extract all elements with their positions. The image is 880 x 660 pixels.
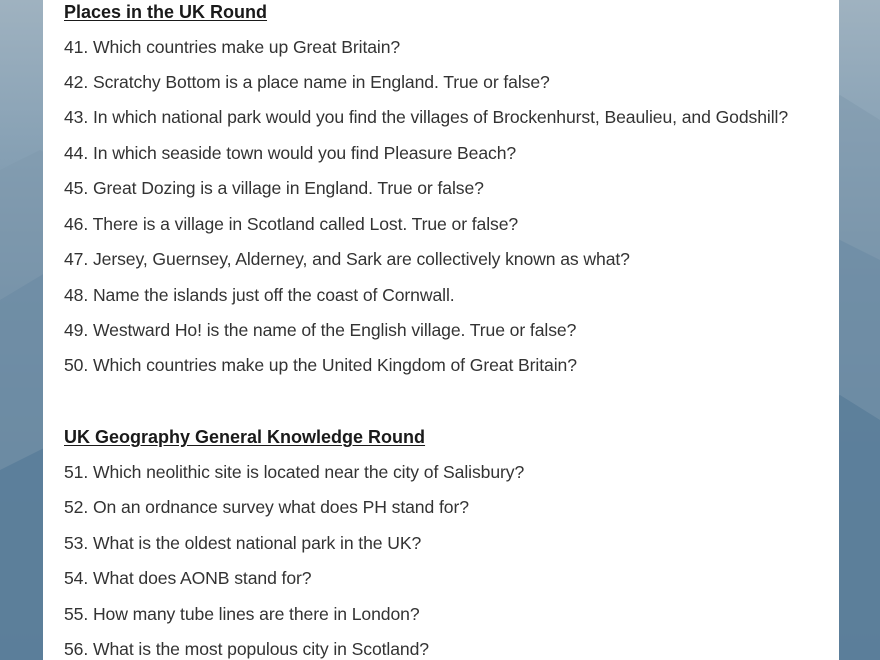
question-51: 51. Which neolithic site is located near the city of Salisbury? xyxy=(64,462,525,482)
question-48: 48. Name the islands just off the coast of Cornwall. xyxy=(64,285,455,305)
question-43: 43. In which national park would you find the villages of Brockenhurst, Beaulieu, and Godshill? xyxy=(64,107,789,127)
question-50: 50. Which countries make up the United Kingdom of Great Britain? xyxy=(64,355,577,375)
question-55: 55. How many tube lines are there in London? xyxy=(64,604,420,624)
question-54: 54. What does AONB stand for? xyxy=(64,568,312,588)
question-46: 46. There is a village in Scotland called Lost. True or false? xyxy=(64,214,519,234)
section-heading-places-in-uk: Places in the UK Round xyxy=(64,2,268,22)
question-42: 42. Scratchy Bottom is a place name in England. True or false? xyxy=(64,72,550,92)
question-52: 52. On an ordnance survey what does PH stand for? xyxy=(64,497,469,517)
question-47: 47. Jersey, Guernsey, Alderney, and Sark are collectively known as what? xyxy=(64,249,630,269)
question-41: 41. Which countries make up Great Britain? xyxy=(64,37,401,57)
question-56: 56. What is the most populous city in Scotland? xyxy=(64,639,429,659)
question-53: 53. What is the oldest national park in the UK? xyxy=(64,533,422,553)
question-44: 44. In which seaside town would you find Pleasure Beach? xyxy=(64,143,517,163)
question-49: 49. Westward Ho! is the name of the English village. True or false? xyxy=(64,320,577,340)
quiz-document-page xyxy=(43,0,839,660)
section-heading-uk-geography: UK Geography General Knowledge Round xyxy=(64,427,426,447)
question-45: 45. Great Dozing is a village in England. True or false? xyxy=(64,178,484,198)
